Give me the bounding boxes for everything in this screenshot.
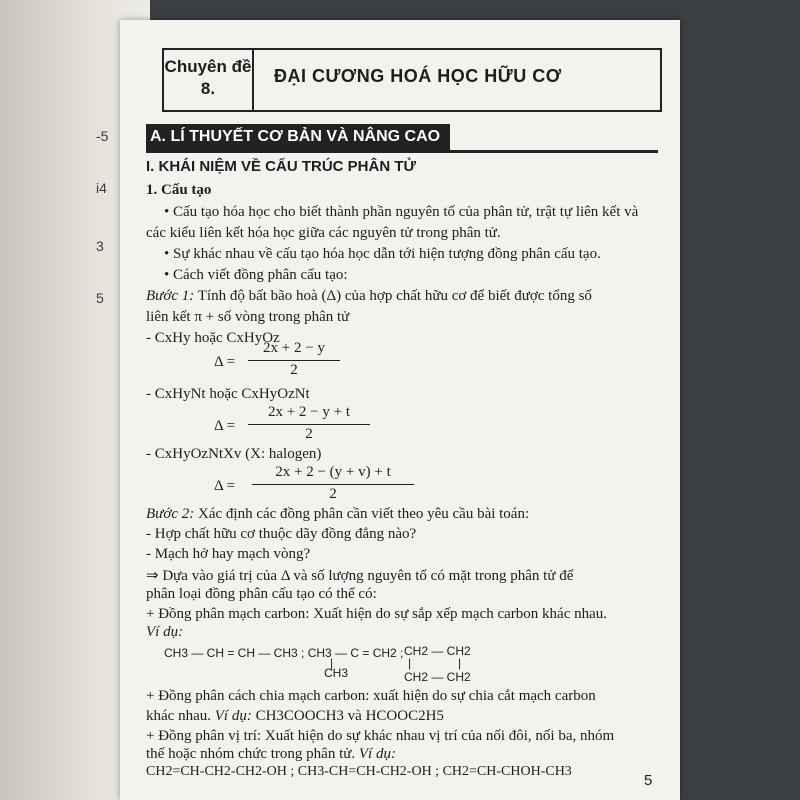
- chapter-header: [162, 48, 662, 112]
- iso2-text: khác nhau.: [146, 708, 215, 724]
- formula-1-numerator: 2x + 2 − y: [263, 340, 325, 356]
- chapter-label: [164, 50, 254, 110]
- step1-line1: [146, 288, 592, 305]
- formula-3-numerator: 2x + 2 − (y + v) + t: [275, 464, 391, 480]
- chapter-title: ĐẠI CƯƠNG HOÁ HỌC HỮU CƠ: [274, 66, 562, 86]
- formula-3-lhs: Δ =: [214, 478, 236, 494]
- fraction-bar: [252, 484, 414, 485]
- bullet-2: • Sự khác nhau về cấu tạo hóa học dẫn tới hiện tượng đồng phân cấu tạo.: [164, 246, 601, 262]
- step1-text: Tính độ bất bão hoà (Δ) của hợp chất hữu cơ để biết được tổng số: [194, 288, 592, 304]
- formula-2-denominator: 2: [305, 426, 313, 442]
- step2-paragraph-line1: ⇒ Dựa vào giá trị của Δ và số lượng nguyên tố có mặt trong phân tử để: [146, 568, 574, 584]
- step2-text: Xác định các đồng phân cần viết theo yêu cầu bài toán:: [194, 506, 530, 522]
- chapter-line2: 8.: [200, 79, 216, 98]
- isomer-type-2-line2: [146, 708, 444, 725]
- formula-1-denominator: 2: [290, 362, 298, 378]
- chem-branch-bond: |: [330, 656, 334, 670]
- formula-1-label: - CxHy hoặc CxHyOz: [146, 330, 280, 346]
- step1-label: Bước 1:: [146, 288, 195, 304]
- fraction-bar: [248, 360, 340, 361]
- heading-I: I. KHÁI NIỆM VỀ CẤU TRÚC PHÂN TỬ: [146, 158, 416, 175]
- iso3-text: thế hoặc nhóm chức trong phân tử.: [146, 746, 359, 762]
- bullet-3: • Cách viết đồng phân cấu tạo:: [164, 267, 348, 283]
- formula-1-lhs: Δ =: [214, 354, 236, 370]
- chem-branch-group: CH3: [324, 666, 349, 680]
- chapter-line1: Chuyên đề: [164, 57, 252, 76]
- chem-ring-left-bond: |: [408, 656, 412, 670]
- chem-ring-right-bond: |: [458, 656, 462, 670]
- bullet-1-line1: • Cấu tạo hóa học cho biết thành phần nguyên tố của phân tử, trật tự liên kết và: [164, 204, 639, 220]
- chem-ring-bottom: CH2 — CH2: [404, 670, 471, 684]
- edge-number: 3: [96, 238, 104, 254]
- iso2-example-label: Ví dụ:: [214, 708, 252, 724]
- bullet-1-line2: các kiểu liên kết hóa học giữa các nguyên tử trong phân tử.: [146, 225, 501, 241]
- step2-label: Bước 2:: [146, 506, 195, 522]
- isomer-type-3-line1: + Đồng phân vị trí: Xuất hiện do sự khác nhau vị trí của nối đôi, nối ba, nhóm: [146, 728, 615, 744]
- edge-number: -5: [96, 128, 109, 144]
- section-a-heading: [146, 124, 658, 153]
- heading-1: 1. Cấu tạo: [146, 182, 212, 198]
- page-number: 5: [644, 772, 653, 789]
- formula-2-numerator: 2x + 2 − y + t: [267, 404, 351, 420]
- step2-question-2: - Mạch hở hay mạch vòng?: [146, 546, 311, 562]
- example-label: Ví dụ:: [146, 624, 184, 640]
- formula-2-label: - CxHyNt hoặc CxHyOzNt: [146, 386, 310, 402]
- chem-ring-top: CH2 — CH2: [404, 644, 471, 658]
- fraction-bar: [248, 424, 370, 425]
- section-a-label: A. LÍ THUYẾT CƠ BẢN VÀ NÂNG CAO: [146, 124, 450, 150]
- formula-3-label: - CxHyOzNtXv (X: halogen): [146, 446, 322, 462]
- iso2-example: CH3COOCH3 và HCOOC2H5: [251, 708, 444, 724]
- book-page: [120, 20, 680, 800]
- step2-question-1: - Hợp chất hữu cơ thuộc dãy đồng đẳng nào?: [146, 526, 417, 542]
- edge-number: i4: [96, 180, 107, 196]
- isomer-type-3-example: CH2=CH-CH2-CH2-OH ; CH3-CH=CH-CH2-OH ; CH2=CH-CHOH-CH3: [146, 764, 572, 779]
- isomer-type-3-line2: [146, 746, 396, 763]
- iso3-example-label: Ví dụ:: [358, 746, 396, 762]
- edge-number: 5: [96, 290, 104, 306]
- isomer-type-2-line1: + Đồng phân cách chia mạch carbon: xuất hiện do sự chia cắt mạch carbon: [146, 688, 596, 704]
- step1-line2: liên kết π + số vòng trong phân tử: [146, 309, 350, 325]
- formula-2-lhs: Δ =: [214, 418, 236, 434]
- chem-example-chain: CH3 — CH = CH — CH3 ; CH3 — C = CH2 ;: [164, 646, 404, 660]
- step2-line: [146, 506, 529, 523]
- formula-3-denominator: 2: [329, 486, 337, 502]
- isomer-type-1: + Đồng phân mạch carbon: Xuất hiện do sự sắp xếp mạch carbon khác nhau.: [146, 606, 608, 622]
- step2-paragraph-line2: phân loại đồng phân cấu tạo có thể có:: [146, 586, 377, 602]
